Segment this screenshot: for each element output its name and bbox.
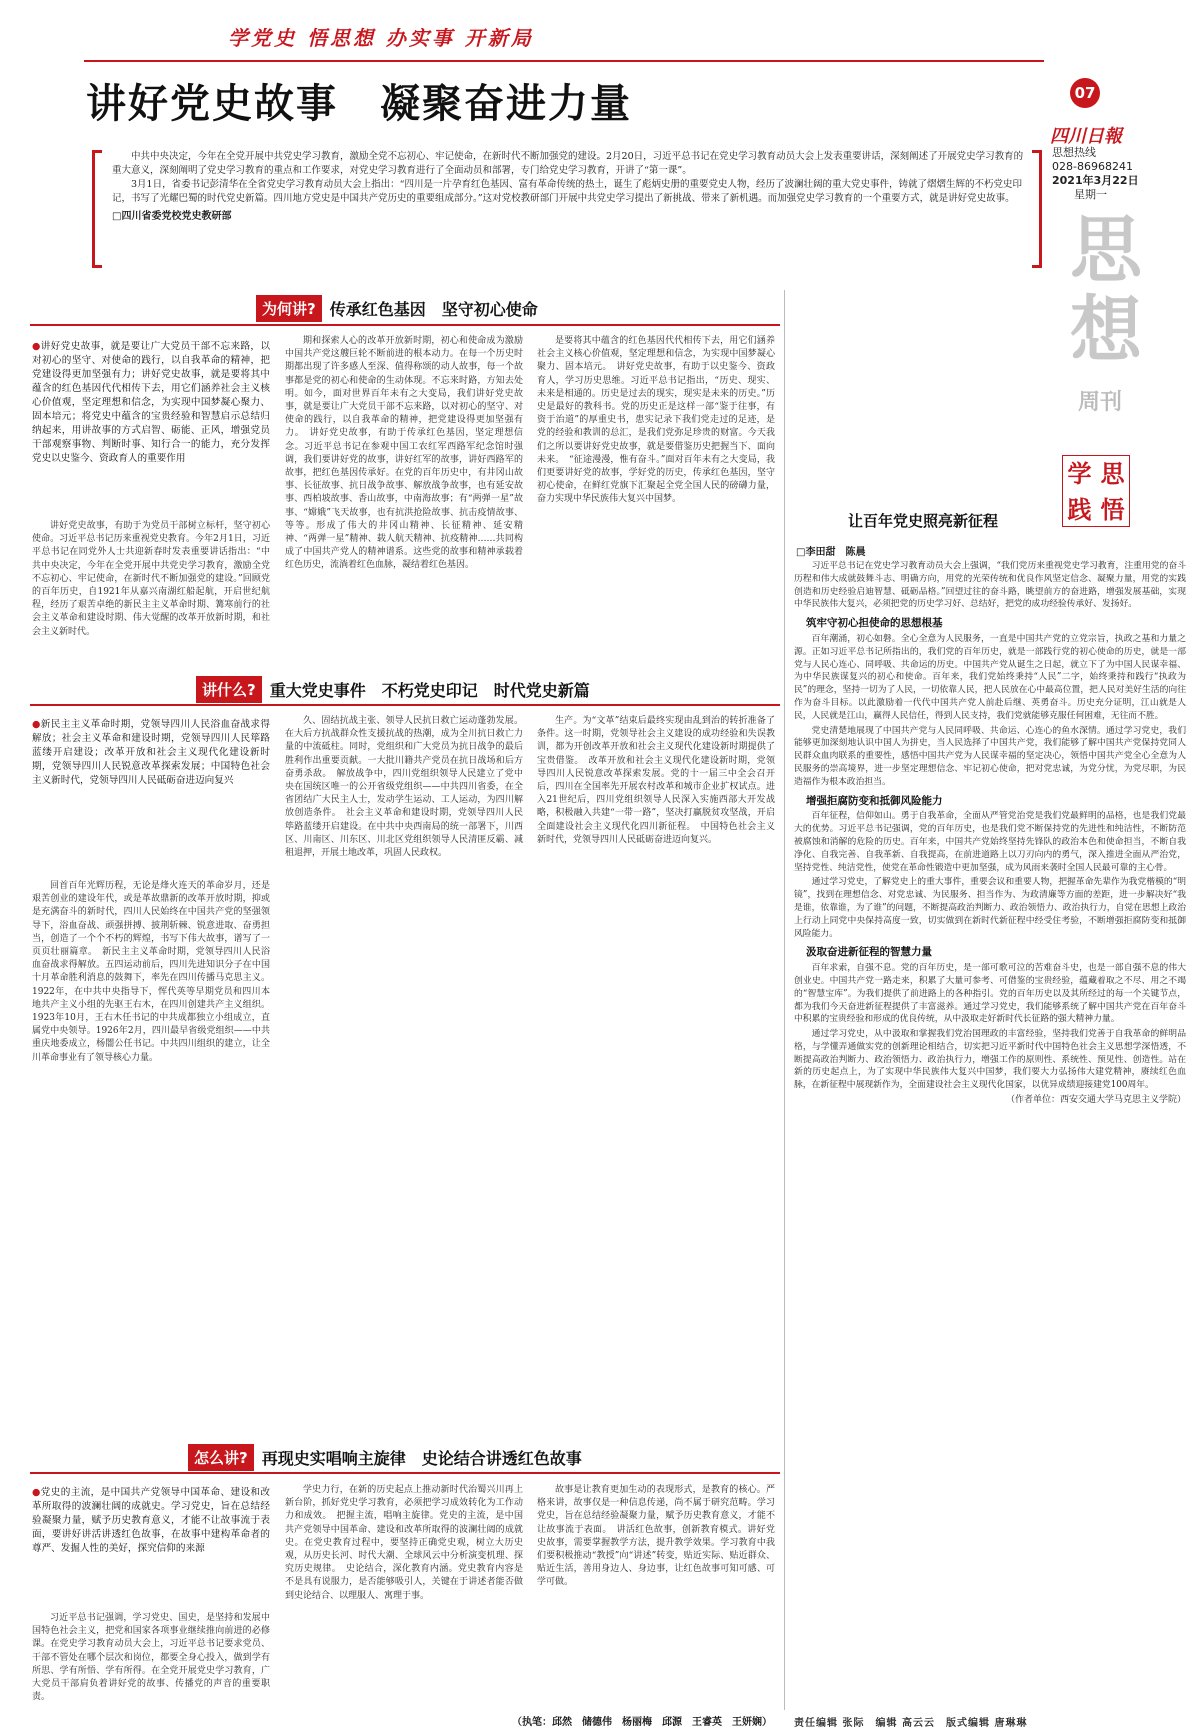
paragraph: 讲好党史故事，有助于为党员干部树立标杆，坚守初心使命。习近平总书记历来重视党史教育。今年2月1日，习近平总书记在同党外人士共迎新春时发表重要讲话指出：“中共中央决定，今年在全党开展中共党史学习教育，激励全党不忘初心、牢记使命，在新时代不断加强党的建设。”回顾党的百年历史，自1921年从嘉兴南湖红船起航，开启世纪航程，经历了艰苦卓绝的新民主主义革命时期、篝寒前行的社会主义革命和建设时期、伟大觉醒的改革开放新时期，和社会主义新时代。 <box>32 521 270 637</box>
newspaper-logo: 四川日報 <box>1050 126 1122 147</box>
header-rule <box>84 60 1044 62</box>
hotline-phone: 028-86968241 <box>1052 160 1133 173</box>
paragraph: 习近平总书记强调，学习党史、国史，是坚持和发展中国特色社会主义，把党和国家各项事业继续推向前进的必修课。在党史学习教育动员大会上，习近平总书记要求党员、干部不管处在哪个层次和岗位，都要全身心投入，做到学有所思、学有所悟、学有所得。在全党开展党史学习教育，广大党员干部肩负着讲好党的故事、传播党的声音的重要职责。 <box>32 1613 270 1703</box>
paragraph: 生产。为“文革”结束后最终实现由乱到治的转折准备了条件。这一时期，党领导社会主义建设的成功经验和失误教训，都为开创改革开放和社会主义现代化建设新时期提供了宝贵借鉴。 改革开放和社会主义现代化建设新时期，党领导四川人民锐意改革探索发展。党的十一届三中全会召开后，四川在全国率先开展农村改革和城市企业扩权试点。进入21世纪后，四川党组织领导人民深入实施西部大开发战略，积极融入共建“一带一路”，坚决打赢脱贫攻坚战，开启全面建设社会主义现代化四川新征程。 中国特色社会主义新时代，党领导四川人民砥砺奋进迈向复兴。 <box>537 716 775 845</box>
weekly-label: 周刊 <box>1078 390 1123 415</box>
hotline-label: 思想热线 <box>1052 146 1096 159</box>
section-char-1: 思 <box>1070 208 1143 292</box>
intro-text: 新民主主义革命时期，党领导四川人民浴血奋战求得解放；社会主义革命和建设时期，党领导四川人民筚路蓝缕开启建设；改革开放和社会主义现代化建设新时期，党领导四川人民锐意改革探索发展；中国特色社会主义新时代，党领导四川人民砥砺奋进迈向复兴 <box>32 719 270 786</box>
article-column <box>32 520 270 668</box>
section-rule <box>30 1472 780 1474</box>
paragraph: 久、固结抗战主张、领导人民抗日救亡运动蓬勃发展。在大后方抗战群众性支援抗战的热潮，成为全川抗日救亡力量的中流砥柱。同时，党组织和广大党员为抗日战争的最后胜利作出重要贡献。一大批川籍共产党员在抗日战场和后方奋勇杀敌。 解放战争中，四川党组织领导人民建立了党中央在国统区唯一的公开省级党组织——中共四川省委，在全省团结广大民主人士，发动学生运动、工人运动，为四川解放创造条件。 社会主义革命和建设时期，党领导四川人民筚路蓝缕开启建设。在中共中央西南局的统一部署下，川西区、川南区、川东区、川北区党组织领导人民清匪反霸、减租退押，开展土地改革，巩固人民政权。 <box>285 716 523 859</box>
side-article-body <box>794 560 1186 1708</box>
issue-date: 2021年3月22日 <box>1052 174 1139 187</box>
column-divider <box>784 290 785 1710</box>
stamp-char: 思 <box>1100 459 1125 488</box>
section-tag: 怎么讲? <box>188 1444 254 1471</box>
column-slogan: 学党史 悟思想 办实事 开新局 <box>228 26 534 50</box>
article-column <box>32 1612 270 1727</box>
section-tag: 讲什么? <box>196 676 262 703</box>
lead-box <box>92 150 1042 270</box>
bullet-dot: ● <box>32 719 41 730</box>
section-title: 重大党史事件 不朽党史印记 时代党史新篇 <box>269 681 590 700</box>
paragraph: 通过学习党史，了解党史上的重大事件，重要会议和重要人物，把握革命先辈作为我党楷模的“明镜”，找到在理想信念、对党忠诚、为民服务、担当作为、为政清廉等方面的差距，进一步解决好“我是谁，依靠谁，为了谁”的问题，不断提高政治判断力、政治领悟力、政治执行力，自觉在思想上政治上行动上同党中央保持高度一致，切实做到在新时代新征程中经受住考验，不断增强拒腐防变和抵御风险能力。 <box>794 877 1186 939</box>
paragraph: 百年征程，信仰如山。勇于自我革命，全面从严管党治党是我们党最鲜明的品格，也是我们党最大的优势。习近平总书记强调，党的百年历史，也是我们党不断保持党的先进性和纯洁性，不断防范被腐蚀和消解的危险的历史。百年来，中国共产党始终坚持先锋队的政治本色和使命担当，不断自我净化、自我完善、自我革新、自我提高，在前进道路上以刀刃向内的勇气，深入推进全面从严治党，坚持党性、纯洁党性，使党在革命性锻造中更加坚强，成为风雨来袭时全国人民最可靠的主心骨。 <box>794 811 1186 873</box>
page-number-badge: 07 <box>1070 78 1100 108</box>
intro-text: 党史的主流，是中国共产党领导中国革命、建设和改革所取得的波澜壮阔的成就史。学习党史，旨在总结经验凝聚力量，赋予历史教育意义，才能不让故事流于表面，要讲好讲活讲透红色故事，在故事中建构革命者的尊严、发掘人性的美好，探究信仰的来源 <box>32 1487 270 1554</box>
lead-byline: □四川省委党校党史教研部 <box>112 211 232 222</box>
paragraph: 期和探索人心的改革开放新时期，初心和使命成为激励中国共产党这艘巨轮不断前进的根本动力。在每一个历史时期都出现了许多感人至深、值得称颂的动人故事，每一个故事都是党的初心和使命的生动体现。不忘来时路，方知去处明。如今，面对世界百年未有之大变局，我们讲好党史故事，就是要让广大党员干部不忘来路，以对初心的坚守、对使命的践行，以自我革命的精神，把党建设得更加坚强有力。 讲好党史故事，有助于传承红色基因，坚定理想信念。习近平总书记在参观中国工农红军西路军纪念馆时强调，我们要讲好党的故事，讲好红军的故事，讲好西路军的故事，把红色基因传承好。在党的百年历史中，有井冈山故事、长征故事、抗日战争故事、解放战争故事，也有延安故事、西柏坡故事、香山故事，中南海故事；有“两弹一星”故事、“嫦娥”飞天故事，也有抗洪抢险故事、抗击疫情故事、等等。形成了伟大的井冈山精神、长征精神、延安精神、“两弹一星”精神、载人航天精神、抗疫精神……共同构成了中国共产党人的精神谱系。这些党的故事和精神承载着红色历史，流淌着红色血脉，凝结着红色基因。 <box>285 336 523 571</box>
section-rule <box>30 324 780 326</box>
paragraph: 习近平总书记在党史学习教育动员大会上强调，“我们党历来重视党史学习教育，注重用党的奋斗历程和伟大成就鼓舞斗志、明确方向，用党的光荣传统和优良作风坚定信念、凝聚力量，用党的实践创造和历史经验启迪智慧、砥砺品格。”回望过往的奋斗路，眺望前方的奋进路，增强发展基础，实现中华民族伟大复兴，必须把党的历史学习好、总结好，把党的成功经验传承好、发扬好。 <box>794 561 1186 610</box>
paragraph: 回首百年光辉历程，无论是烽火连天的革命岁月，还是艰苦创业的建设年代，或是革故鼎新的改革开放时期，抑或是充满奋斗的新时代，四川人民始终在中国共产党的坚强领导下，浴血奋战、顽强拼搏、披荆斩棘、锐意进取、奋勇担当，创造了一个个不朽的辉煌，书写下伟大故事，谱写了一页页壮丽篇章。 新民主主义革命时期，党领导四川人民浴血奋战求得解放。五四运动前后，四川先进知识分子在中国十月革命胜利消息的鼓舞下，率先在四川传播马克思主义。1922年，在中共中央指导下，恽代英等早期党员和四川本地共产主义小组的先驱王右木，在四川创建共产主义组织。1923年10月，王右木任书记的中共成都独立小组成立，直属党中央领导。1926年2月，四川最早省级党组织——中共重庆地委成立，杨闇公任书记。中共四川组织的建立，让全川革命事业有了领导核心力量。 <box>32 881 270 1063</box>
column-stamp <box>1062 455 1130 527</box>
authors-credit: （执笔：邱然 储德伟 杨丽梅 邱源 王睿英 王妍娴） <box>512 1717 772 1728</box>
article-column <box>285 715 523 1440</box>
masthead-info <box>1052 146 1139 202</box>
editor-credits: 责任编辑 张际 编辑 高云云 版式编辑 唐琳琳 <box>794 1718 1028 1729</box>
author-affiliation: （作者单位：西安交通大学马克思主义学院） <box>1005 1095 1186 1106</box>
paragraph: 百年求索，自强不息。党的百年历史，是一部可歌可泣的苦难奋斗史，也是一部自强不息的伟大创业史。中国共产党一路走来，积累了大量可参考、可借鉴的宝贵经验，蕴藏着取之不尽、用之不竭的“智慧宝库”。为我们提供了前进路上的各种指引。党的百年历史以及其所经过的每一个关键节点，都为我们今天奋进新征程提供了丰富滋养。通过学习党史，我们能够系统了解中国共产党在百年奋斗中积累的宝贵经验和形成的优良传统，从中汲取走好新时代长征路的强大精神力量。 <box>794 963 1186 1025</box>
section-heading-3 <box>188 1444 582 1471</box>
section-intro <box>32 1486 270 1596</box>
intro-text: 讲好党史故事，就是要让广大党员干部不忘来路，以对初心的坚守、对使命的践行，以自我革命的精神，把党建设得更加坚强有力；讲好党史故事，就是要将其中蕴含的红色基因代代相传下去，用它们涵养社会主义核心价值观，坚定理想和信念，为实现中国梦凝心聚力、固本培元；将党史中蕴含的宝贵经验和智慧启示总结归纳起来，用讲故事的方式启智、砺能、正风，增强党员干部观察事物、判断时事、知行合一的能力，充分发挥党史以史鉴今、资政育人的重要作用 <box>32 341 270 464</box>
paragraph: 是要将其中蕴含的红色基因代代相传下去，用它们涵养社会主义核心价值观，坚定理想和信念，为实现中国梦凝心聚力、固本培元。 讲好党史故事，有助于以史鉴今、资政育人，学习历史思维。习近平总书记指出，“历史、现实、未来是相通的。历史是过去的现实，现实是未来的历史。”历史是最好的教科书。党的历史正是这样一部“鉴于往事，有资于治道”的厚重史书，患实记录下我们党走过的足迹，是党的经验和教训的总汇，是我们党弥足珍贵的财富。今天我们之所以要讲好党史故事，就是要借鉴历史把握当下、面向未来。 “征途漫漫，惟有奋斗。”面对百年未有之大变局，我们更要讲好党的故事，学好党的历史，传承红色基因，坚守初心使命，在鲜红党旗下汇聚起全党全国人民的磅礴力量，奋力实现中华民族伟大复兴中国梦。 <box>537 336 775 505</box>
section-tag: 为何讲? <box>256 295 322 322</box>
paragraph: 学史力行，在新的历史起点上推动新时代治蜀兴川再上新台阶，抓好党史学习教育，必须把学习成效转化为工作动力和成效。 把握主流，唱响主旋律。党史的主流，是中国共产党领导中国革命、建设和改革所取得的波澜壮阔的成就史。在党史教育过程中，要坚持正确党史观，树立大历史观，从历史长河、时代大潮、全球风云中分析演变机理、探究历史规律。 史论结合，深化教育内涵。党史教育内容是不是具有说服力，是否能够吸引人，关键在于讲述者能否做到史论结合、以理服人、寓理于事。 <box>285 1485 523 1601</box>
article-column <box>537 335 775 668</box>
paragraph: 通过学习党史，从中汲取和掌握我们党治国理政的丰富经验，坚持我们党善于自我革命的鲜明品格，与学懂弄通做实党的创新理论相结合，切实把习近平新时代中国特色社会主义思想学深悟透，不断提高政治判断力、政治领悟力、政治执行力，增强工作的原则性、系统性、预见性、创造性。站在新的历史起点上，为了实现中华民族伟大复兴中国梦，我们要大力弘扬伟大建党精神，赓续红色血脉，在新征程中展现新作为，全面建设社会主义现代化国家，以优异成绩迎接建党100周年。 <box>794 1029 1186 1091</box>
section-title: 传承红色基因 坚守初心使命 <box>329 300 538 319</box>
section-rule <box>30 704 780 706</box>
stamp-char: 践 <box>1067 495 1092 524</box>
article-column <box>32 880 270 1440</box>
bullet-dot: ● <box>32 341 41 352</box>
side-subheading: 筑牢守初心担使命的思想根基 <box>806 617 943 630</box>
bullet-dot: ● <box>32 1487 41 1498</box>
section-intro <box>32 718 270 838</box>
paragraph: 故事是让教育更加生动的表现形式，是教育的核心。严格来讲，故事仅是一种信息传递，尚不属于研究范畴。学习党史，旨在总结经验凝聚力量，赋予历史教育意义，才能不让故事流于表面。 讲活红色故事，创新教育模式。讲好党史故事，需要掌握教学方法，提升教学效果。学习教育中我们要积极推动“教授”向“讲述”转变，贴近实际、贴近群众、贴近生活，善用身边人、身边事，让红色故事可知可感、可学可做。 <box>537 1485 775 1588</box>
side-subheading: 增强拒腐防变和抵御风险能力 <box>806 794 943 807</box>
article-column <box>537 715 775 1440</box>
section-intro <box>32 340 270 464</box>
side-article-author: □李田甜 陈晨 <box>796 547 866 558</box>
lead-bracket-right <box>1032 150 1042 268</box>
stamp-char: 悟 <box>1100 495 1125 524</box>
lead-paragraph-2: 3月1日，省委书记彭清华在全省党史学习教育动员大会上指出：“四川是一片孕育红色基因、富有革命传统的热土，诞生了彪炳史册的重要党史人物，经历了波澜壮阔的重大党史事件，铸就了熠熠生辉的不朽党史印记，书写了光耀巴蜀的时代党史新篇。四川地方党史是中国共产党历史的重要组成部分。”这对党校教研部门开展中共党史学习提出了新挑战、带来了新机遇。而加强党史学习教育的一个重要方式，就是讲好党史故事。 <box>112 179 1022 204</box>
lead-bracket-left <box>92 150 102 268</box>
article-column <box>285 1484 523 1727</box>
paragraph: 百年潮涌，初心如磐。全心全意为人民服务，一直是中国共产党的立党宗旨，执政之基和力量之源。正如习近平总书记所指出的，我们党的百年历史，就是一部践行党的初心使命的历史，就是一部党与人民心连心、同呼吸、共命运的历史。中国共产党从诞生之日起，就立下了为中国人民谋幸福、为中华民族谋复兴的初心和使命。百年来，我们党始终秉持“人民”二字，始终秉持和践行“执政为民”的理念，坚持一切为了人民，一切依靠人民，把人民放在心中最高位置，把人民对美好生活的向往作为奋斗目标。以此激励着一代代中国共产党人前赴后继、英勇奋斗。历史充分证明，江山就是人民，人民就是江山，赢得人民信任，得到人民支持，我们党就能够克服任何困难，无往而不胜。 <box>794 633 1186 721</box>
lead-paragraph-1: 中共中央决定，今年在全党开展中共党史学习教育，激励全党不忘初心、牢记使命，在新时代不断加强党的建设。2月20日，习近平总书记在党史学习教育动员大会上发表重要讲话，深刻阐述了开展党史学习教育的重大意义，深刻阐明了党史学习教育的重点和工作要求，对党史学习教育进行了全面动员和部署，专门给党史学习教育，开讲了“第一课”。 <box>112 151 1024 176</box>
section-heading-2 <box>196 676 590 703</box>
section-title: 再现史实唱响主旋律 史论结合讲透红色故事 <box>261 1449 582 1468</box>
side-subheading: 汲取奋进新征程的智慧力量 <box>806 946 932 959</box>
article-column <box>285 335 523 668</box>
stamp-char: 学 <box>1067 459 1092 488</box>
section-heading-1 <box>256 295 538 322</box>
section-char-2: 想 <box>1070 288 1143 372</box>
paragraph: 党史清楚地展现了中国共产党与人民同呼吸、共命运、心连心的鱼水深情。通过学习党史，我们能够更加深刻地认识中国人为拼史，当人民选择了中国共产党，我们能够了解中国共产党保持党同人民群众血肉联系的重要性，感悟中国共产党为人民谋幸福的坚定决心，领悟中国共产党全心全意为人民服务的崇高境界，进一步坚定理想信念、牢记初心使命，把对党忠诚，为党分忧，为党尽职，为民造福作为根本政治担当。 <box>794 725 1186 787</box>
page-headline: 讲好党史故事 凝聚奋进力量 <box>86 81 632 127</box>
side-article-title: 让百年党史照亮新征程 <box>848 512 999 530</box>
issue-weekday: 星期一 <box>1074 188 1107 201</box>
article-column <box>537 1484 775 1709</box>
